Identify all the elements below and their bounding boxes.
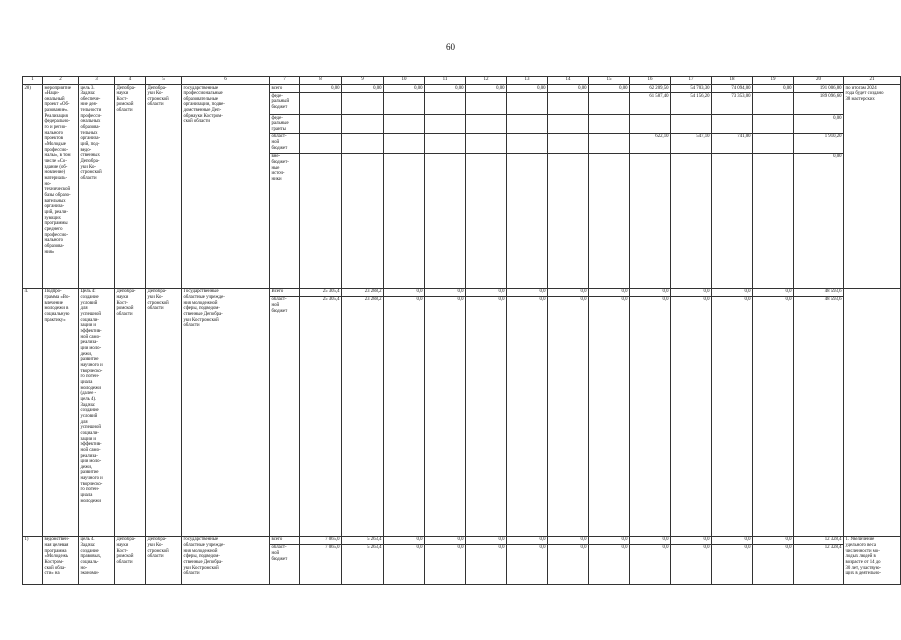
amount-cell: 0,0 bbox=[671, 288, 712, 296]
amount-cell bbox=[507, 115, 548, 134]
executor bbox=[146, 536, 182, 584]
amount-cell bbox=[548, 133, 589, 153]
amount-cell: 0,0 bbox=[630, 296, 671, 536]
amount-cell: 23 288,2 bbox=[342, 288, 384, 296]
amount-cell bbox=[753, 93, 794, 115]
column-number: 3 bbox=[79, 77, 115, 85]
expected-result bbox=[844, 85, 901, 289]
funding-source bbox=[270, 296, 300, 536]
amount-cell: 54 156,20 bbox=[671, 93, 712, 115]
amount-cell bbox=[384, 93, 425, 115]
column-number: 6 bbox=[182, 77, 270, 85]
amount-cell bbox=[300, 153, 342, 288]
column-number: 17 bbox=[671, 77, 712, 85]
coordinator bbox=[115, 85, 146, 289]
amount-cell bbox=[712, 153, 753, 288]
amount-cell: 0,0 bbox=[671, 536, 712, 544]
expected-result bbox=[844, 536, 901, 584]
funding-source-label: област- ной бюджет bbox=[271, 545, 288, 562]
table-row bbox=[23, 85, 901, 93]
funding-source-label: феде- ральный бюджет bbox=[271, 93, 290, 110]
amount-cell bbox=[589, 93, 630, 115]
funding-source-label: вне- бюджет- ные источ- ники bbox=[271, 154, 289, 183]
column-number: 21 bbox=[844, 77, 901, 85]
amount-cell bbox=[548, 115, 589, 134]
table-row bbox=[23, 288, 901, 296]
amount-cell: 0,0 bbox=[507, 288, 548, 296]
participants-text: государственные областные учрежде- ния молодежной сферы, подведом- ственные Депобра- уки Костромской области bbox=[183, 537, 225, 577]
amount-cell bbox=[507, 133, 548, 153]
amount-cell: 74 094,00 bbox=[712, 85, 753, 93]
measure-name bbox=[43, 85, 79, 289]
goal-task bbox=[79, 536, 115, 584]
column-number: 7 bbox=[270, 77, 300, 85]
goal-task bbox=[79, 85, 115, 289]
amount-cell: 0,00 bbox=[425, 85, 466, 93]
funding-source bbox=[270, 544, 300, 584]
amount-cell: 54 703,30 bbox=[671, 85, 712, 93]
amount-cell bbox=[630, 115, 671, 134]
amount-cell bbox=[300, 93, 342, 115]
amount-cell: 741,00 bbox=[712, 133, 753, 153]
amount-cell bbox=[425, 115, 466, 134]
amount-cell: 0,0 bbox=[425, 544, 466, 584]
amount-cell: 0,0 bbox=[466, 296, 507, 536]
column-number: 19 bbox=[753, 77, 794, 85]
measure-name-text: Подпро- грамма «Во- влечение молодежи в социальную практику» bbox=[44, 289, 70, 323]
amount-cell: 0,0 bbox=[384, 288, 425, 296]
measure-name-text: ведомствен- ная целевая программа «Молодежь Костром- ской обла- сти» на bbox=[44, 537, 70, 577]
expected-result-text: по итогам 2024 года будет создано 38 мастерских bbox=[845, 85, 884, 102]
amount-cell: 0,0 bbox=[589, 544, 630, 584]
row-number bbox=[23, 536, 43, 584]
amount-cell: 0,0 bbox=[466, 288, 507, 296]
amount-cell bbox=[425, 133, 466, 153]
row-number-text: 28) bbox=[24, 85, 31, 91]
funding-source-label: феде- ральные гранты bbox=[271, 115, 289, 132]
amount-cell: 0,00 bbox=[507, 85, 548, 93]
amount-cell bbox=[342, 133, 384, 153]
funding-source bbox=[270, 115, 300, 134]
amount-cell: 73 353,00 bbox=[712, 93, 753, 115]
amount-cell: 0,0 bbox=[753, 544, 794, 584]
amount-cell: 0,00 bbox=[548, 85, 589, 93]
row-number bbox=[23, 85, 43, 289]
amount-cell bbox=[589, 133, 630, 153]
amount-cell bbox=[753, 133, 794, 153]
amount-cell: 61 587,40 bbox=[630, 93, 671, 115]
amount-cell bbox=[548, 153, 589, 288]
amount-cell: 25 305,4 bbox=[300, 288, 342, 296]
amount-cell bbox=[384, 133, 425, 153]
amount-cell bbox=[671, 115, 712, 134]
funding-source-label: област- ной бюджет bbox=[271, 134, 288, 151]
column-number: 16 bbox=[630, 77, 671, 85]
executor-text: Депобра- уки Ко- стромской области bbox=[147, 289, 169, 312]
funding-source-label: област- ной бюджет bbox=[271, 297, 288, 314]
table-row bbox=[23, 536, 901, 544]
amount-cell bbox=[384, 115, 425, 134]
amount-cell bbox=[342, 115, 384, 134]
amount-cell: 0,0 bbox=[589, 288, 630, 296]
column-number: 20 bbox=[794, 77, 844, 85]
amount-cell: 0,0 bbox=[548, 296, 589, 536]
amount-cell: 622,10 bbox=[630, 133, 671, 153]
participants-text: государственные профессиональные образовательные организации, подве- домственные Деп- обрнауки Костром- ской области bbox=[183, 85, 225, 125]
coordinator bbox=[115, 536, 146, 584]
coordinator-text: Депобра- науки Кост- ромской области bbox=[116, 537, 136, 566]
amount-cell: 5 263,4 bbox=[342, 536, 384, 544]
funding-source-label: всего bbox=[271, 537, 283, 543]
column-number: 4 bbox=[115, 77, 146, 85]
amount-cell: 0,0 bbox=[712, 536, 753, 544]
page-number: 60 bbox=[446, 42, 455, 52]
funding-source bbox=[270, 85, 300, 93]
amount-cell: 0,00 bbox=[794, 115, 844, 134]
amount-cell: 0,0 bbox=[507, 536, 548, 544]
amount-cell bbox=[753, 115, 794, 134]
funding-source bbox=[270, 288, 300, 296]
amount-cell: 62 209,50 bbox=[630, 85, 671, 93]
amount-cell: 0,0 bbox=[712, 544, 753, 584]
goal-task-text: Цель 4: создание условий для успешной социали- зации и эффектив- ной само- реализа- ции моло- дежи, развитие научного и творческо- го потен- циала молодежи (далее - цель 4). Задача: создание условий для успешной социали- зации и эффектив- ной само- реализа- ции моло- дежи, развитие научного и творческо- го потен- циала молодежи bbox=[80, 289, 103, 504]
column-number: 10 bbox=[384, 77, 425, 85]
amount-cell bbox=[425, 93, 466, 115]
funding-source bbox=[270, 536, 300, 544]
amount-cell bbox=[630, 153, 671, 288]
coordinator-text: Депобра- науки Кост- ромской области bbox=[116, 289, 136, 318]
amount-cell: 0,0 bbox=[753, 296, 794, 536]
amount-cell: 0,0 bbox=[507, 544, 548, 584]
amount-cell bbox=[589, 153, 630, 288]
amount-cell: 7 065,0 bbox=[300, 544, 342, 584]
amount-cell bbox=[466, 153, 507, 288]
participants bbox=[182, 85, 270, 289]
column-number: 14 bbox=[548, 77, 589, 85]
amount-cell bbox=[342, 153, 384, 288]
column-number: 12 bbox=[466, 77, 507, 85]
amount-cell: 0,00 bbox=[753, 85, 794, 93]
amount-cell bbox=[712, 115, 753, 134]
amount-cell bbox=[466, 133, 507, 153]
amount-cell: 0,0 bbox=[466, 536, 507, 544]
amount-cell: 547,10 bbox=[671, 133, 712, 153]
header-number-row bbox=[23, 77, 901, 85]
participants bbox=[182, 288, 270, 536]
amount-cell bbox=[425, 153, 466, 288]
amount-cell: 0,0 bbox=[425, 288, 466, 296]
amount-cell: 0,0 bbox=[425, 536, 466, 544]
column-number: 1 bbox=[23, 77, 43, 85]
measure-name bbox=[43, 536, 79, 584]
measure-name-text: мероприятие «Наци- ональный проект «Об- разование». Реализация федерально- го и регио- нального проектов «Молодые профессио- налы», в том числе «Со- здание (об- новление) материаль- но- технической базы образо- вательных организа- ций, реали- зующих программы среднего профессио- нального образова- ния» bbox=[44, 85, 71, 255]
budget-table bbox=[22, 76, 901, 585]
goal-task bbox=[79, 288, 115, 536]
goal-task-text: цель 3. Задача: обеспече- ние дея- тельности професси- ональных образова- тельных организа- ций, под- ведо- ственных Депобра- уки Ко- стромской области bbox=[80, 85, 102, 181]
amount-cell: 0,0 bbox=[712, 296, 753, 536]
funding-source-label: Всего bbox=[271, 289, 284, 295]
funding-source bbox=[270, 153, 300, 288]
amount-cell bbox=[507, 93, 548, 115]
amount-cell: 0,00 bbox=[300, 85, 342, 93]
funding-source bbox=[270, 133, 300, 153]
column-number: 5 bbox=[146, 77, 182, 85]
coordinator-text: Депобра- науки Кост- ромской области bbox=[116, 85, 136, 114]
amount-cell: 0,0 bbox=[507, 296, 548, 536]
amount-cell: 0,0 bbox=[548, 544, 589, 584]
amount-cell: 191 006,80 bbox=[794, 85, 844, 93]
amount-cell: 0,0 bbox=[671, 544, 712, 584]
amount-cell: 0,0 bbox=[753, 536, 794, 544]
amount-cell: 0,0 bbox=[425, 296, 466, 536]
amount-cell: 12 328,4 bbox=[794, 544, 844, 584]
column-number: 13 bbox=[507, 77, 548, 85]
row-number bbox=[23, 288, 43, 536]
amount-cell: 0,0 bbox=[384, 544, 425, 584]
column-number: 18 bbox=[712, 77, 753, 85]
column-number: 8 bbox=[300, 77, 342, 85]
funding-source-label: всего bbox=[271, 85, 283, 91]
amount-cell: 23 288,2 bbox=[342, 296, 384, 536]
column-number: 2 bbox=[43, 77, 79, 85]
amount-cell bbox=[671, 153, 712, 288]
amount-cell bbox=[507, 153, 548, 288]
amount-cell: 48 593,6 bbox=[794, 288, 844, 296]
participants bbox=[182, 536, 270, 584]
amount-cell bbox=[753, 153, 794, 288]
amount-cell: 0,00 bbox=[589, 85, 630, 93]
amount-cell: 0,0 bbox=[589, 296, 630, 536]
amount-cell: 12 328,4 bbox=[794, 536, 844, 544]
amount-cell: 0,0 bbox=[630, 288, 671, 296]
amount-cell: 0,00 bbox=[794, 153, 844, 288]
goal-task-text: цель 4. Задача: создание правовых, социаль- но- экономи- bbox=[80, 537, 102, 577]
amount-cell: 5 263,4 bbox=[342, 544, 384, 584]
participants-text: Государственные областные учрежде- ния молодежной сферы, подведом- ственные Депобра- уки Костромской области bbox=[183, 289, 225, 329]
column-number: 9 bbox=[342, 77, 384, 85]
amount-cell: 0,00 bbox=[466, 85, 507, 93]
amount-cell: 0,0 bbox=[630, 536, 671, 544]
amount-cell: 0,0 bbox=[548, 288, 589, 296]
row-number-text: 1) bbox=[24, 537, 29, 543]
funding-source bbox=[270, 93, 300, 115]
amount-cell: 0,0 bbox=[589, 536, 630, 544]
amount-cell: 0,0 bbox=[384, 536, 425, 544]
amount-cell: 0,0 bbox=[753, 288, 794, 296]
amount-cell: 0,0 bbox=[548, 536, 589, 544]
amount-cell: 1 910,20 bbox=[794, 133, 844, 153]
amount-cell: 189 096,60 bbox=[794, 93, 844, 115]
amount-cell bbox=[548, 93, 589, 115]
measure-name bbox=[43, 288, 79, 536]
amount-cell: 0,0 bbox=[630, 544, 671, 584]
amount-cell bbox=[589, 115, 630, 134]
amount-cell bbox=[342, 93, 384, 115]
executor-text: Депобра- уки Ко- стромской области bbox=[147, 537, 169, 560]
row-number-text: 4. bbox=[24, 289, 29, 295]
amount-cell bbox=[466, 93, 507, 115]
amount-cell: 0,00 bbox=[384, 85, 425, 93]
amount-cell bbox=[300, 115, 342, 134]
amount-cell: 48 593,6 bbox=[794, 296, 844, 536]
amount-cell: 0,0 bbox=[712, 288, 753, 296]
executor bbox=[146, 288, 182, 536]
amount-cell bbox=[466, 115, 507, 134]
amount-cell: 0,0 bbox=[671, 296, 712, 536]
expected-result bbox=[844, 288, 901, 536]
amount-cell: 0,00 bbox=[342, 85, 384, 93]
amount-cell: 25 305,4 bbox=[300, 296, 342, 536]
amount-cell bbox=[384, 153, 425, 288]
column-number: 15 bbox=[589, 77, 630, 85]
amount-cell: 0,0 bbox=[466, 544, 507, 584]
expected-result-text: 1. Увеличение удельного веса численности мо- лодых людей в возрасте от 14 до 30 лет, участвую- щих в деятельно- bbox=[845, 537, 881, 577]
amount-cell: 7 065,0 bbox=[300, 536, 342, 544]
coordinator bbox=[115, 288, 146, 536]
amount-cell: 0,0 bbox=[384, 296, 425, 536]
executor bbox=[146, 85, 182, 289]
amount-cell bbox=[300, 133, 342, 153]
executor-text: Депобра- уки Ко- стромской области bbox=[147, 85, 169, 108]
column-number: 11 bbox=[425, 77, 466, 85]
